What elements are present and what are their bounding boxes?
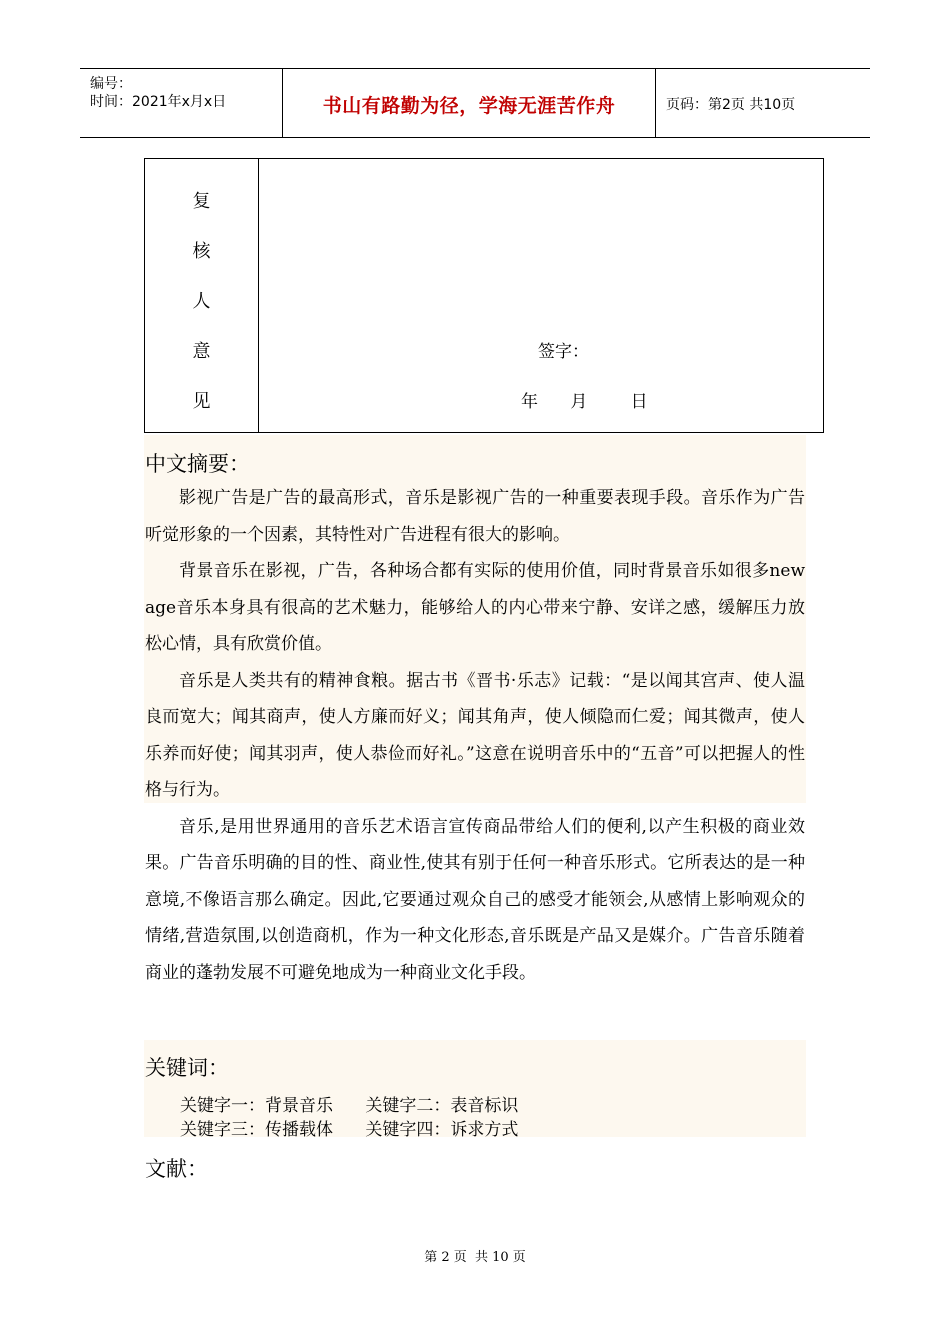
abstract-paragraph: 音乐,是用世界通用的音乐艺术语言宣传商品带给人们的便利,以产生积极的商业效果。广告音乐明确的目的性、商业性,使其有别于任何一种音乐形式。它所表达的是一种意境,不像语言那么确定。因此,它要通过观众自己的感受才能领会,从感情上影响观众的情绪,营造氛围,以创造商机，作为一种文化形态,音乐既是产品又是媒介。广告音乐随着商业的蓬勃发展不可避免地成为一种商业文化手段。 bbox=[145, 816, 805, 983]
signature-label: 签字： bbox=[538, 342, 589, 362]
keywords-line: 关键字三：传播载体 关键字四：诉求方式 bbox=[180, 1120, 519, 1140]
header-motto-cell bbox=[283, 69, 656, 137]
page-header bbox=[80, 68, 870, 138]
abstract-paragraph: 音乐是人类共有的精神食粮。据古书《晋书·乐志》记载：“是以闻其宫声、使人温良而宽大；闻其商声，使人方廉而好义；闻其角声，使人倾隐而仁爱；闻其微声，使人乐养而好使；闻其羽声，使人恭俭而好礼。”这意在说明音乐中的“五音”可以把握人的性格与行为。 bbox=[145, 670, 805, 800]
review-label-char: 人 bbox=[192, 291, 211, 312]
review-label-char: 复 bbox=[192, 191, 211, 212]
review-opinion-table bbox=[144, 158, 824, 433]
header-motto: 书山有路勤为径，学海无涯苦作舟 bbox=[322, 95, 616, 117]
keywords-heading: 关键词： bbox=[145, 1056, 229, 1080]
keywords-line: 关键字一：背景音乐 关键字二：表音标识 bbox=[180, 1096, 519, 1116]
references-heading: 文献： bbox=[145, 1157, 208, 1181]
review-label-char: 核 bbox=[192, 241, 211, 262]
abstract-body bbox=[145, 480, 805, 991]
header-page-cell bbox=[656, 69, 870, 137]
abstract-paragraph: 影视广告是广告的最高形式，音乐是影视广告的一种重要表现手段。音乐作为广告听觉形象的一个因素，其特性对广告进程有很大的影响。 bbox=[145, 488, 805, 545]
date-label: 年 月 日 bbox=[521, 392, 648, 412]
page-footer: 第 2 页 共 10 页 bbox=[424, 1250, 526, 1265]
review-label-char: 见 bbox=[192, 391, 211, 412]
review-label-char: 意 bbox=[192, 341, 211, 362]
time-label: 时间：2021年x月x日 bbox=[90, 94, 227, 110]
abstract-heading: 中文摘要： bbox=[145, 452, 250, 476]
header-page-info: 页码：第2页 共10页 bbox=[666, 97, 796, 113]
review-label-column bbox=[145, 159, 259, 432]
abstract-paragraph: 背景音乐在影视，广告，各种场合都有实际的使用价值，同时背景音乐如很多new age音乐本身具有很高的艺术魅力，能够给人的内心带来宁静、安详之感，缓解压力放松心情，具有欣赏价值。 bbox=[145, 561, 805, 654]
header-meta-cell bbox=[80, 69, 283, 137]
code-label: 编号： bbox=[90, 76, 132, 92]
